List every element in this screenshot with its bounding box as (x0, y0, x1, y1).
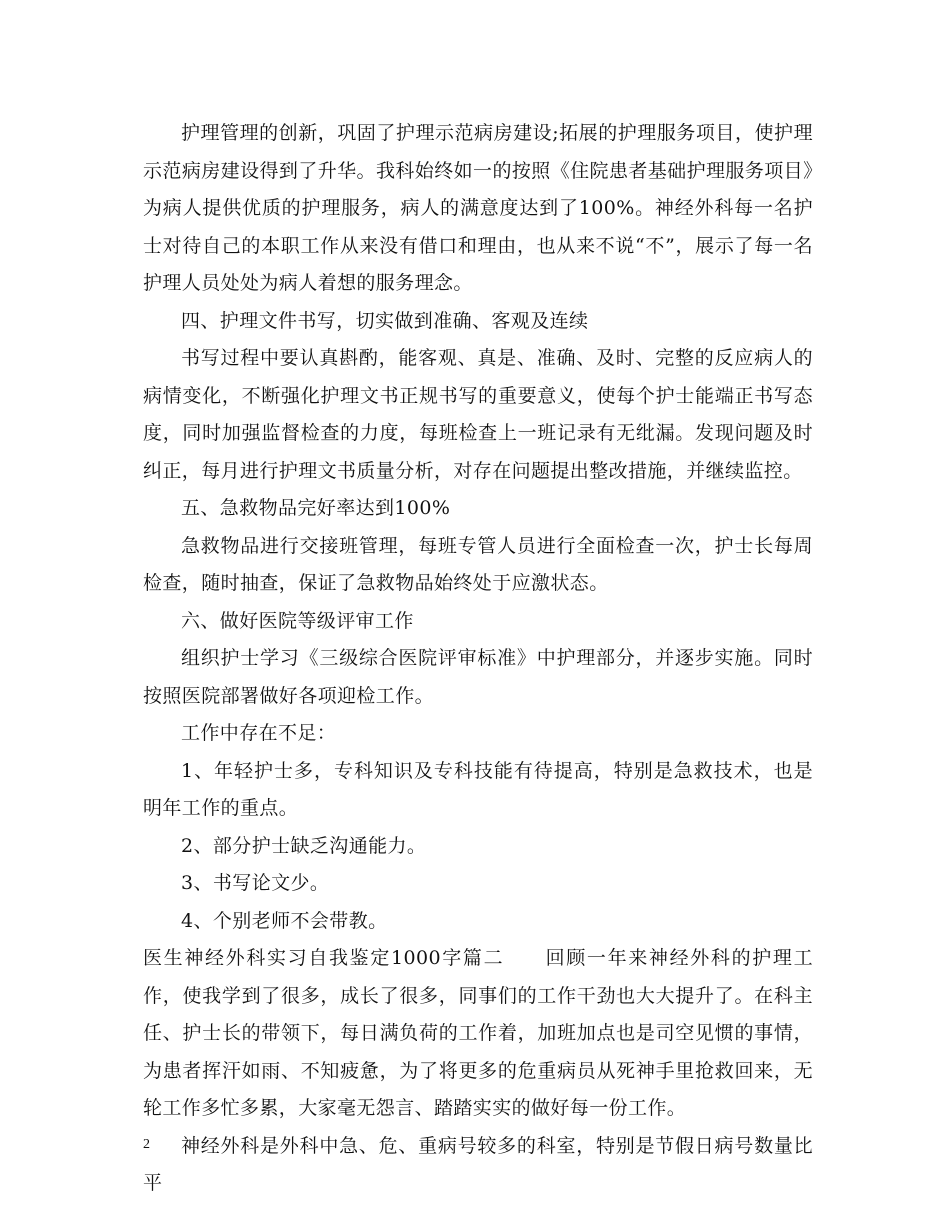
list-item: 4、个别老师不会带教。 (181, 909, 388, 932)
paragraph: 书写过程中要认真斟酌，能客观、真是、准确、及时、完整的反应病人的病情变化，不断强化护理文书正规书写的重要意义，使每个护士能端正书写态度，同时加强监督检查的力度，每班检查上一班记录有无纰漏。发现问题及时纠正，每月进行护理文书质量分析，对存在问题提出整改措施，并继续监控。 (143, 347, 813, 482)
paragraph: 护理管理的创新，巩固了护理示范病房建设;拓展的护理服务项目，使护理示范病房建设得到了升华。我科始终如一的按照《住院患者基础护理服务项目》为病人提供优质的护理服务，病人的满意度达到了100%。神经外科每一名护士对待自己的本职工作从来没有借口和理由，也从来不说“不”，展示了每一名护理人员处处为病人着想的服务理念。 (143, 122, 813, 294)
article-title-paragraph: 医生神经外科实习自我鉴定1000字篇二 回顾一年来神经外科的护理工作，使我学到了很多，成长了很多，同事们的工作干劲也大大提升了。在科主任、护士长的带领下，每日满负荷的工作着，加班加点也是司空见惯的事情，为患者挥汗如雨、不知疲惫，为了将更多的危重病员从死神手里抢救回来，无轮工作多忙多累，大家毫无怨言、踏踏实实的做好每一份工作。 (143, 947, 813, 1119)
paragraph: 急救物品进行交接班管理，每班专管人员进行全面检查一次，护士长每周检查，随时抽查，保证了急救物品始终处于应激状态。 (143, 534, 813, 594)
subheading: 工作中存在不足： (181, 722, 337, 744)
section-heading: 五、急救物品完好率达到100% (181, 497, 451, 519)
page-number: 2 (143, 1137, 150, 1152)
list-item: 2、部分护士缺乏沟通能力。 (181, 834, 427, 857)
paragraph: 神经外科是外科中急、危、重病号较多的科室，特别是节假日病号数量比平 (143, 1134, 813, 1194)
section-heading: 六、做好医院等级评审工作 (181, 609, 414, 632)
section-heading: 四、护理文件书写，切实做到准确、客观及连续 (181, 309, 589, 332)
list-item: 3、书写论文少。 (181, 872, 330, 894)
document-body (143, 115, 813, 1203)
paragraph: 组织护士学习《三级综合医院评审标准》中护理部分，并逐步实施。同时按照医院部署做好各项迎检工作。 (143, 647, 813, 707)
list-item: 1、年轻护士多，专科知识及专科技能有待提高，特别是急救技术，也是明年工作的重点。 (143, 759, 813, 819)
